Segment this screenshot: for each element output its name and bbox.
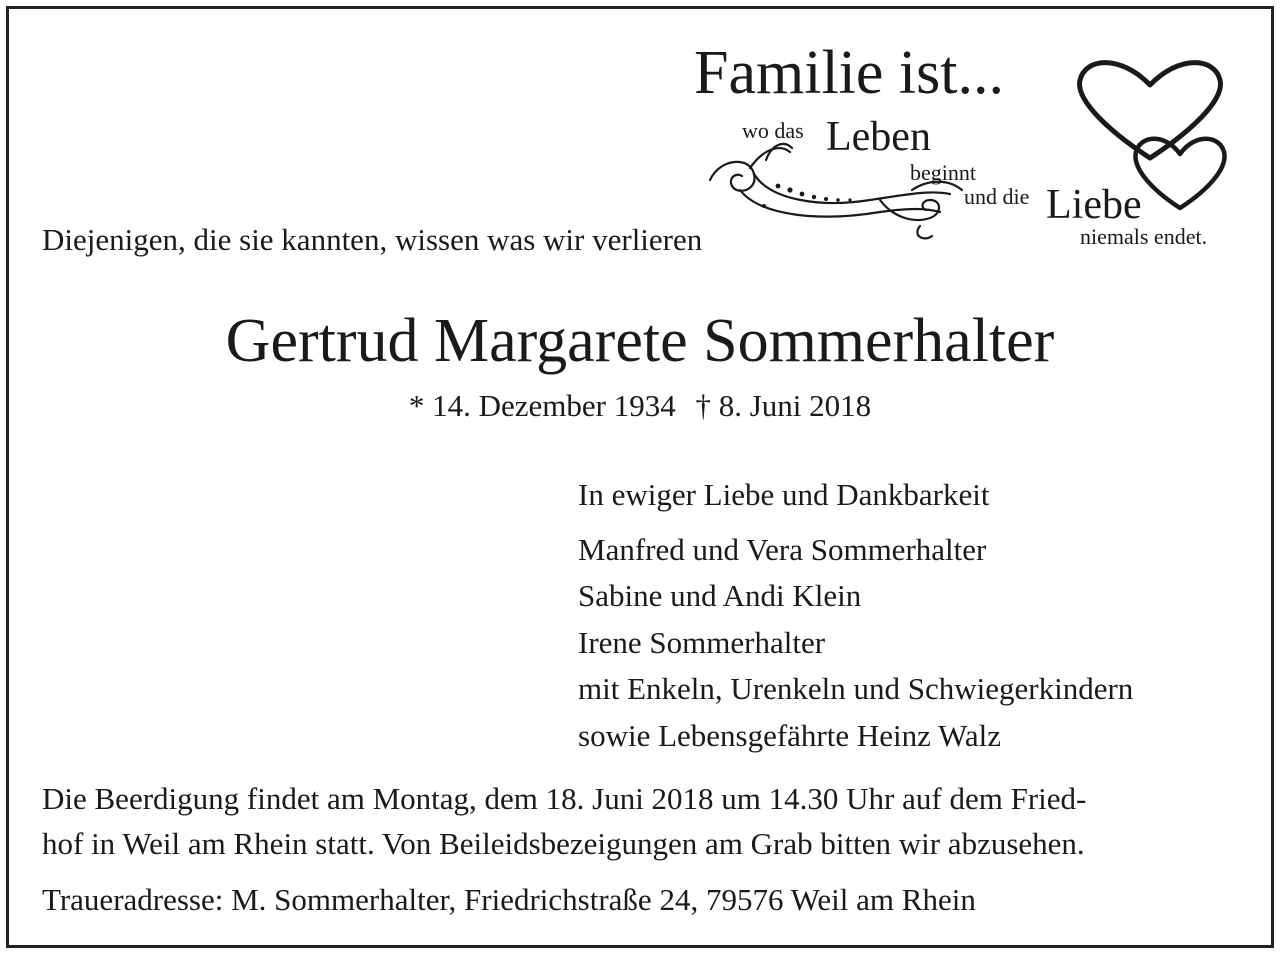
intro-quote: Diejenigen, die sie kannten, wissen was wir verlieren [42, 222, 703, 257]
funeral-line-1: Die Beerdigung findet am Montag, dem 18. Juni 2018 um 14.30 Uhr auf dem Fried- [42, 781, 1087, 816]
mourning-address: Traueradresse: M. Sommerhalter, Friedrichstraße 24, 79576 Weil am Rhein [42, 882, 976, 917]
emblem-word-und-die: und die [964, 184, 1030, 209]
emblem-word-leben: Leben [826, 114, 931, 160]
emblem-word-liebe: Liebe [1046, 182, 1142, 228]
mourner-line: sowie Lebensgefährte Heinz Walz [578, 717, 1001, 753]
mourners-block [578, 472, 1133, 759]
mourner-line: mit Enkeln, Urenkeln und Schwiegerkindern [578, 671, 1134, 706]
emblem-word-beginnt: beginnt [910, 160, 976, 185]
mourner-line: Sabine und Andi Klein [578, 578, 862, 613]
emblem-word-niemals-endet: niemals endet. [1080, 224, 1208, 249]
death-date: † 8. Juni 2018 [695, 388, 872, 423]
mourner-line: Irene Sommerhalter [578, 624, 826, 660]
family-emblem [680, 40, 1250, 255]
emblem-word-wo-das: wo das [742, 118, 804, 143]
emblem-headline: Familie ist... [694, 39, 1004, 107]
mourner-line: Manfred und Vera Sommerhalter [578, 531, 987, 567]
mourners-lead: In ewiger Liebe und Dankbarkeit [578, 477, 990, 512]
funeral-notice [42, 776, 1242, 866]
birth-date: * 14. Dezember 1934 [408, 388, 676, 423]
funeral-line-2: hof in Weil am Rhein statt. Von Beileidsbezeigungen am Grab bitten wir abzusehen. [42, 826, 1085, 861]
deceased-name: Gertrud Margarete Sommerhalter [225, 307, 1055, 375]
life-dates [0, 388, 1280, 424]
